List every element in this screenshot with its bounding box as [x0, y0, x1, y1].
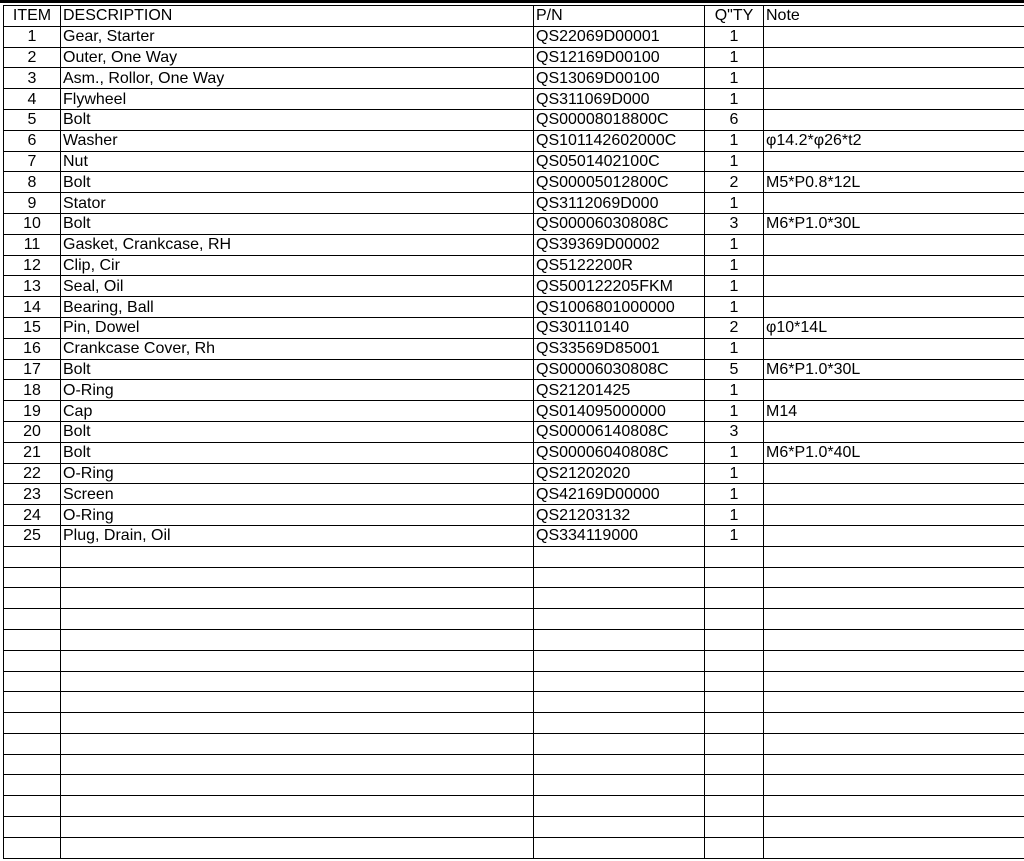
cell-qty: 3 [705, 213, 764, 234]
cell-qty: 1 [705, 463, 764, 484]
cell-pn: QS311069D000 [534, 89, 705, 110]
header-row [4, 6, 1024, 27]
cell-item: 7 [4, 151, 61, 172]
cell-note [764, 463, 1024, 484]
cell-note [764, 255, 1024, 276]
cell-qty-empty [705, 713, 764, 734]
empty-table-row [4, 671, 1024, 692]
cell-qty: 1 [705, 401, 764, 422]
cell-pn-empty [534, 692, 705, 713]
cell-qty-empty [705, 837, 764, 858]
cell-pn: QS0501402100C [534, 151, 705, 172]
cell-description: Plug, Drain, Oil [61, 525, 534, 546]
cell-qty: 1 [705, 484, 764, 505]
cell-description: Nut [61, 151, 534, 172]
cell-description: O-Ring [61, 463, 534, 484]
cell-item: 1 [4, 26, 61, 47]
table-row [4, 380, 1024, 401]
table-row [4, 463, 1024, 484]
cell-qty: 2 [705, 317, 764, 338]
cell-description-empty [61, 671, 534, 692]
table-row [4, 193, 1024, 214]
empty-table-row [4, 817, 1024, 838]
table-row [4, 317, 1024, 338]
cell-qty-empty [705, 650, 764, 671]
cell-pn: QS21203132 [534, 505, 705, 526]
cell-description: Bolt [61, 359, 534, 380]
empty-table-row [4, 567, 1024, 588]
cell-qty: 5 [705, 359, 764, 380]
empty-table-row [4, 629, 1024, 650]
cell-description: Pin, Dowel [61, 317, 534, 338]
cell-description-empty [61, 817, 534, 838]
cell-pn: QS1006801000000 [534, 297, 705, 318]
table-row [4, 297, 1024, 318]
cell-description: Seal, Oil [61, 276, 534, 297]
empty-table-row [4, 609, 1024, 630]
cell-item: 15 [4, 317, 61, 338]
cell-note [764, 484, 1024, 505]
cell-description: Outer, One Way [61, 47, 534, 68]
cell-item-empty [4, 588, 61, 609]
cell-qty: 1 [705, 276, 764, 297]
table-row [4, 505, 1024, 526]
cell-item-empty [4, 713, 61, 734]
cell-pn: QS00006140808C [534, 421, 705, 442]
cell-pn: QS21201425 [534, 380, 705, 401]
cell-qty: 1 [705, 525, 764, 546]
cell-pn: QS12169D00100 [534, 47, 705, 68]
header-item: ITEM [4, 6, 61, 27]
cell-item-empty [4, 671, 61, 692]
table-row [4, 359, 1024, 380]
cell-item: 14 [4, 297, 61, 318]
cell-item: 16 [4, 338, 61, 359]
cell-pn-empty [534, 754, 705, 775]
cell-item-empty [4, 775, 61, 796]
cell-note-empty [764, 733, 1024, 754]
table-row [4, 525, 1024, 546]
cell-item: 23 [4, 484, 61, 505]
cell-description-empty [61, 629, 534, 650]
cell-note-empty [764, 713, 1024, 734]
cell-description-empty [61, 796, 534, 817]
cell-item: 13 [4, 276, 61, 297]
cell-item: 11 [4, 234, 61, 255]
parts-table-body [4, 26, 1024, 858]
cell-description: Bearing, Ball [61, 297, 534, 318]
cell-pn: QS5122200R [534, 255, 705, 276]
cell-item: 5 [4, 109, 61, 130]
table-row [4, 484, 1024, 505]
cell-note: M5*P0.8*12L [764, 172, 1024, 193]
cell-item: 4 [4, 89, 61, 110]
cell-description: Gasket, Crankcase, RH [61, 234, 534, 255]
cell-pn: QS014095000000 [534, 401, 705, 422]
header-note: Note [764, 6, 1024, 27]
cell-description: Crankcase Cover, Rh [61, 338, 534, 359]
cell-note-empty [764, 671, 1024, 692]
cell-qty-empty [705, 796, 764, 817]
cell-item-empty [4, 817, 61, 838]
cell-pn-empty [534, 588, 705, 609]
cell-description: Clip, Cir [61, 255, 534, 276]
cell-pn-empty [534, 796, 705, 817]
cell-note [764, 109, 1024, 130]
cell-description-empty [61, 713, 534, 734]
table-row [4, 421, 1024, 442]
cell-qty: 3 [705, 421, 764, 442]
cell-note: φ10*14L [764, 317, 1024, 338]
cell-item: 6 [4, 130, 61, 151]
empty-table-row [4, 650, 1024, 671]
cell-note [764, 26, 1024, 47]
cell-pn: QS13069D00100 [534, 68, 705, 89]
cell-pn-empty [534, 650, 705, 671]
table-row [4, 47, 1024, 68]
table-row [4, 68, 1024, 89]
cell-pn: QS21202020 [534, 463, 705, 484]
cell-item: 10 [4, 213, 61, 234]
empty-table-row [4, 775, 1024, 796]
cell-pn: QS22069D00001 [534, 26, 705, 47]
cell-qty: 1 [705, 255, 764, 276]
cell-note-empty [764, 650, 1024, 671]
cell-description: Bolt [61, 172, 534, 193]
table-row [4, 213, 1024, 234]
cell-item-empty [4, 567, 61, 588]
cell-item-empty [4, 629, 61, 650]
cell-qty-empty [705, 629, 764, 650]
cell-note [764, 338, 1024, 359]
cell-qty-empty [705, 588, 764, 609]
cell-qty-empty [705, 817, 764, 838]
cell-qty-empty [705, 609, 764, 630]
cell-note: φ14.2*φ26*t2 [764, 130, 1024, 151]
empty-table-row [4, 796, 1024, 817]
empty-table-row [4, 837, 1024, 858]
cell-description-empty [61, 567, 534, 588]
cell-pn-empty [534, 546, 705, 567]
cell-pn: QS00006030808C [534, 359, 705, 380]
cell-pn: QS30110140 [534, 317, 705, 338]
cell-item-empty [4, 546, 61, 567]
cell-item: 25 [4, 525, 61, 546]
cell-item-empty [4, 650, 61, 671]
table-row [4, 276, 1024, 297]
cell-qty: 1 [705, 338, 764, 359]
cell-qty: 1 [705, 68, 764, 89]
cell-note-empty [764, 837, 1024, 858]
cell-note-empty [764, 629, 1024, 650]
table-row [4, 26, 1024, 47]
cell-qty: 6 [705, 109, 764, 130]
cell-pn-empty [534, 775, 705, 796]
cell-qty: 2 [705, 172, 764, 193]
cell-item: 18 [4, 380, 61, 401]
cell-note [764, 276, 1024, 297]
cell-note-empty [764, 692, 1024, 713]
cell-item: 22 [4, 463, 61, 484]
cell-pn: QS00005012800C [534, 172, 705, 193]
cell-qty: 1 [705, 442, 764, 463]
cell-qty: 1 [705, 130, 764, 151]
cell-pn-empty [534, 567, 705, 588]
cell-pn: QS00006040808C [534, 442, 705, 463]
cell-qty-empty [705, 775, 764, 796]
cell-item: 3 [4, 68, 61, 89]
empty-table-row [4, 692, 1024, 713]
cell-note-empty [764, 817, 1024, 838]
cell-qty-empty [705, 567, 764, 588]
cell-qty-empty [705, 754, 764, 775]
cell-description-empty [61, 588, 534, 609]
cell-item: 8 [4, 172, 61, 193]
cell-item-empty [4, 754, 61, 775]
cell-pn-empty [534, 733, 705, 754]
cell-pn-empty [534, 837, 705, 858]
cell-pn: QS00008018800C [534, 109, 705, 130]
cell-description: Bolt [61, 421, 534, 442]
cell-note: M6*P1.0*40L [764, 442, 1024, 463]
cell-description-empty [61, 546, 534, 567]
cell-note [764, 193, 1024, 214]
cell-qty: 1 [705, 505, 764, 526]
cell-qty: 1 [705, 89, 764, 110]
cell-item-empty [4, 692, 61, 713]
cell-note-empty [764, 775, 1024, 796]
cell-item-empty [4, 796, 61, 817]
cell-description: Flywheel [61, 89, 534, 110]
cell-note [764, 151, 1024, 172]
table-row [4, 234, 1024, 255]
cell-note: M6*P1.0*30L [764, 213, 1024, 234]
cell-note [764, 380, 1024, 401]
table-row [4, 255, 1024, 276]
cell-description: Bolt [61, 442, 534, 463]
cell-item-empty [4, 837, 61, 858]
cell-pn-empty [534, 671, 705, 692]
cell-note-empty [764, 609, 1024, 630]
table-row [4, 89, 1024, 110]
cell-pn: QS33569D85001 [534, 338, 705, 359]
cell-description: O-Ring [61, 505, 534, 526]
table-row [4, 401, 1024, 422]
header-pn: P/N [534, 6, 705, 27]
cell-pn-empty [534, 817, 705, 838]
cell-description-empty [61, 837, 534, 858]
cell-description: Bolt [61, 213, 534, 234]
cell-pn: QS42169D00000 [534, 484, 705, 505]
cell-note [764, 68, 1024, 89]
cell-item: 20 [4, 421, 61, 442]
empty-table-row [4, 588, 1024, 609]
cell-note-empty [764, 754, 1024, 775]
cell-note [764, 234, 1024, 255]
cell-description-empty [61, 692, 534, 713]
cell-description: Bolt [61, 109, 534, 130]
cell-item: 19 [4, 401, 61, 422]
cell-note-empty [764, 546, 1024, 567]
cell-item: 21 [4, 442, 61, 463]
cell-note [764, 297, 1024, 318]
cell-pn-empty [534, 609, 705, 630]
cell-qty: 1 [705, 234, 764, 255]
header-description: DESCRIPTION [61, 6, 534, 27]
cell-note [764, 89, 1024, 110]
cell-description: Screen [61, 484, 534, 505]
cell-qty: 1 [705, 193, 764, 214]
empty-table-row [4, 754, 1024, 775]
cell-description: Stator [61, 193, 534, 214]
empty-table-row [4, 713, 1024, 734]
table-row [4, 130, 1024, 151]
parts-table [3, 5, 1024, 859]
cell-description: O-Ring [61, 380, 534, 401]
cell-note [764, 421, 1024, 442]
cell-description: Gear, Starter [61, 26, 534, 47]
cell-pn: QS101142602000C [534, 130, 705, 151]
cell-item-empty [4, 733, 61, 754]
cell-item: 9 [4, 193, 61, 214]
cell-description: Asm., Rollor, One Way [61, 68, 534, 89]
cell-pn: QS00006030808C [534, 213, 705, 234]
empty-table-row [4, 546, 1024, 567]
cell-note-empty [764, 796, 1024, 817]
cell-item: 12 [4, 255, 61, 276]
cell-qty-empty [705, 733, 764, 754]
cell-description-empty [61, 775, 534, 796]
cell-pn: QS334119000 [534, 525, 705, 546]
cell-qty: 1 [705, 26, 764, 47]
cell-qty: 1 [705, 297, 764, 318]
cell-note-empty [764, 567, 1024, 588]
cell-qty-empty [705, 546, 764, 567]
table-row [4, 442, 1024, 463]
cell-pn: QS3112069D000 [534, 193, 705, 214]
cell-pn: QS39369D00002 [534, 234, 705, 255]
cell-item: 2 [4, 47, 61, 68]
table-row [4, 338, 1024, 359]
cell-description-empty [61, 733, 534, 754]
cell-note: M14 [764, 401, 1024, 422]
cell-qty: 1 [705, 47, 764, 68]
table-row [4, 151, 1024, 172]
cell-qty: 1 [705, 151, 764, 172]
cell-note-empty [764, 588, 1024, 609]
table-row [4, 172, 1024, 193]
cell-description: Washer [61, 130, 534, 151]
cell-qty-empty [705, 692, 764, 713]
cell-description-empty [61, 754, 534, 775]
cell-item-empty [4, 609, 61, 630]
cell-description-empty [61, 609, 534, 630]
table-row [4, 109, 1024, 130]
cell-qty-empty [705, 671, 764, 692]
empty-table-row [4, 733, 1024, 754]
cell-note [764, 525, 1024, 546]
cell-pn-empty [534, 629, 705, 650]
cell-note: M6*P1.0*30L [764, 359, 1024, 380]
cell-note [764, 505, 1024, 526]
cell-pn-empty [534, 713, 705, 734]
cell-description: Cap [61, 401, 534, 422]
header-qty: Q"TY [705, 6, 764, 27]
cell-note [764, 47, 1024, 68]
cell-item: 17 [4, 359, 61, 380]
cell-item: 24 [4, 505, 61, 526]
cell-description-empty [61, 650, 534, 671]
cell-pn: QS500122205FKM [534, 276, 705, 297]
cell-qty: 1 [705, 380, 764, 401]
